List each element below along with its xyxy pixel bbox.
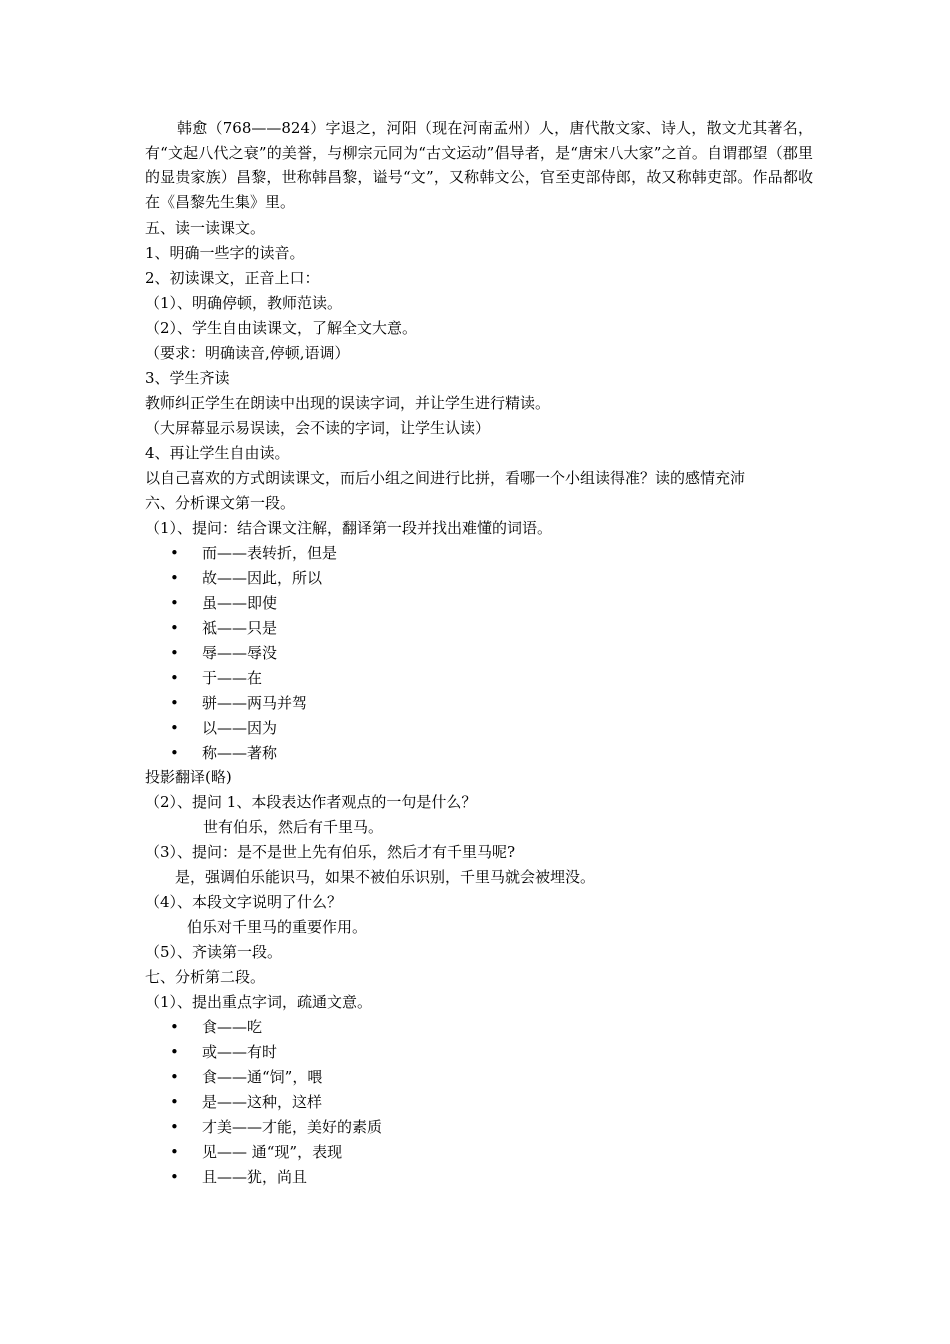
bullet-icon: • xyxy=(170,669,179,687)
section-seven-item-1: （1）、提出重点字词，疏通文意。 xyxy=(145,993,373,1011)
list-item-text: 以——因为 xyxy=(202,719,278,737)
bullet-icon: • xyxy=(170,544,179,562)
list-item-text: 食——通“饲”，喂 xyxy=(202,1068,323,1086)
question-5: （5）、齐读第一段。 xyxy=(145,943,283,961)
list-item xyxy=(170,1117,382,1137)
list-item-text: 食——吃 xyxy=(202,1018,263,1036)
list-item xyxy=(170,568,322,588)
question-2: （2）、提问 1、本段表达作者观点的一句是什么？ xyxy=(145,793,477,811)
bullet-icon: • xyxy=(170,1118,179,1136)
list-item xyxy=(170,1142,342,1162)
list-item-text: 且——犹，尚且 xyxy=(202,1168,308,1186)
list-item-text: 骈——两马并驾 xyxy=(202,694,308,712)
list-item xyxy=(170,1042,277,1062)
bullet-icon: • xyxy=(170,1068,179,1086)
list-item xyxy=(170,718,277,738)
list-item xyxy=(170,1017,262,1037)
step-1: 1、明确一些字的读音。 xyxy=(145,244,305,262)
step-4-text: 以自己喜欢的方式朗读课文，而后小组之间进行比拼，看哪一个小组读得准？读的感情充沛 xyxy=(145,469,746,487)
question-4: （4）、本段文字说明了什么？ xyxy=(145,893,343,911)
list-item xyxy=(170,1092,322,1112)
list-item-text: 称——著称 xyxy=(202,744,278,762)
list-item-text: 辱——辱没 xyxy=(202,644,278,662)
list-item xyxy=(170,743,277,763)
bullet-icon: • xyxy=(170,1093,179,1111)
step-2-item-2: （2）、学生自由读课文，了解全文大意。 xyxy=(145,319,418,337)
bullet-icon: • xyxy=(170,644,179,662)
list-item xyxy=(170,1067,322,1087)
list-item-text: 故——因此，所以 xyxy=(202,569,323,587)
author-intro-text: 韩愈（768——824）字退之，河阳（现在河南孟州）人，唐代散文家、诗人，散文尤其著名，有“文起八代之衰”的美誉，与柳宗元同为“古文运动”倡导者，是“唐宋八大家”之首。自谓郡望（郡里的显贵家族）昌黎，世称韩昌黎，谥号“文”，又称韩文公，官至吏部侍郎，故又称韩吏部。作品都收在《昌黎先生集》里。 xyxy=(145,119,813,211)
step-2-requirement: （要求：明确读音,停顿,语调） xyxy=(145,344,350,362)
answer-2: 世有伯乐，然后有千里马。 xyxy=(203,818,384,836)
bullet-icon: • xyxy=(170,1043,179,1061)
question-1: （1）、提问：结合课文注解，翻译第一段并找出难懂的词语。 xyxy=(145,519,553,537)
step-3: 3、学生齐读 xyxy=(145,369,230,387)
step-4: 4、再让学生自由读。 xyxy=(145,444,290,462)
list-item xyxy=(170,643,277,663)
list-item-text: 于——在 xyxy=(202,669,263,687)
list-item-text: 虽——即使 xyxy=(202,594,278,612)
list-item-text: 见—— 通“现”，表现 xyxy=(202,1143,343,1161)
step-3-text: 教师纠正学生在朗读中出现的误读字词，并让学生进行精读。 xyxy=(145,394,551,412)
author-intro xyxy=(145,116,813,214)
bullet-icon: • xyxy=(170,619,179,637)
list-item xyxy=(170,1167,307,1187)
answer-3: 是，强调伯乐能识马，如果不被伯乐识别，千里马就会被埋没。 xyxy=(175,868,596,886)
step-2: 2、初读课文，正音上口： xyxy=(145,269,320,287)
list-item-text: 才美——才能，美好的素质 xyxy=(202,1118,383,1136)
list-item-text: 是——这种，这样 xyxy=(202,1093,323,1111)
bullet-icon: • xyxy=(170,719,179,737)
list-item xyxy=(170,668,262,688)
section-six-heading: 六、分析课文第一段。 xyxy=(145,494,296,512)
question-3: （3）、提问：是不是世上先有伯乐，然后才有千里马呢? xyxy=(145,843,516,861)
bullet-icon: • xyxy=(170,694,179,712)
projection-note: 投影翻译(略) xyxy=(145,768,232,786)
bullet-icon: • xyxy=(170,569,179,587)
step-2-item-1: （1）、明确停顿，教师范读。 xyxy=(145,294,343,312)
list-item xyxy=(170,693,307,713)
list-item xyxy=(170,593,277,613)
list-item-text: 而——表转折，但是 xyxy=(202,544,338,562)
list-item-text: 或——有时 xyxy=(202,1043,278,1061)
answer-4: 伯乐对千里马的重要作用。 xyxy=(187,918,368,936)
section-seven-heading: 七、分析第二段。 xyxy=(145,968,266,986)
bullet-icon: • xyxy=(170,744,179,762)
list-item-text: 祗——只是 xyxy=(202,619,278,637)
list-item xyxy=(170,618,277,638)
list-item xyxy=(170,543,337,563)
bullet-icon: • xyxy=(170,1018,179,1036)
bullet-icon: • xyxy=(170,594,179,612)
section-five-heading: 五、读一读课文。 xyxy=(145,219,266,237)
bullet-icon: • xyxy=(170,1143,179,1161)
bullet-icon: • xyxy=(170,1168,179,1186)
step-3-note: （大屏幕显示易误读，会不读的字词，让学生认读） xyxy=(145,419,491,437)
